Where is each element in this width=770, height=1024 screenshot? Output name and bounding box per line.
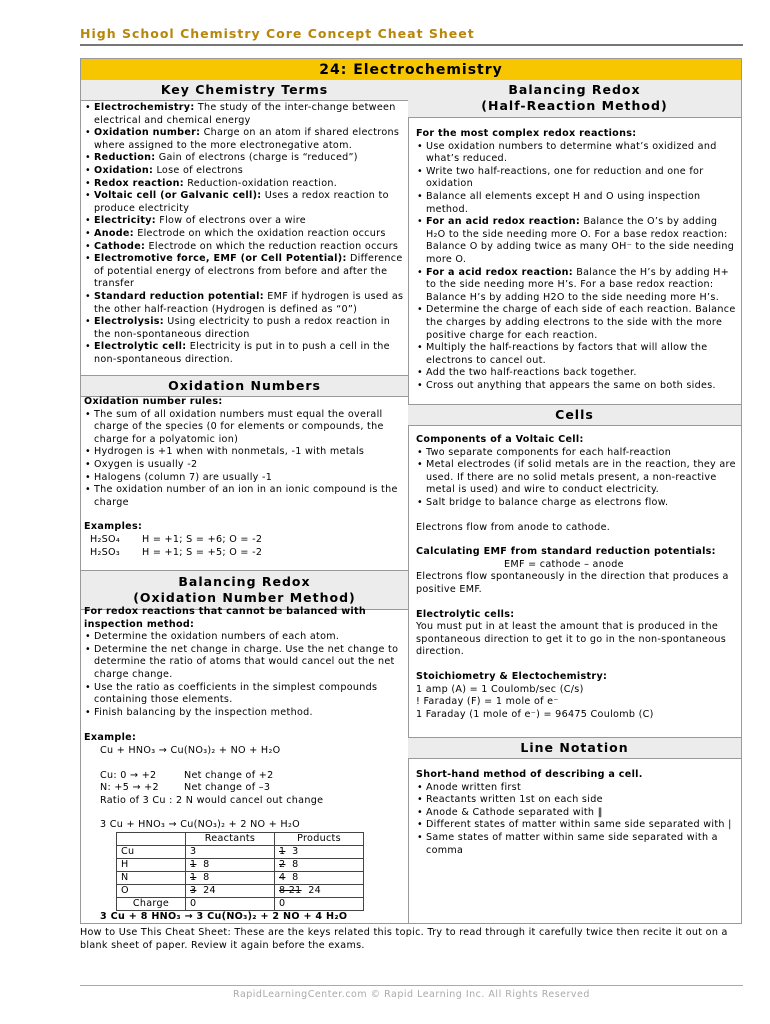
key-term-item: [84, 291, 405, 316]
table-element-cell: H: [117, 858, 186, 871]
half-step-item: [416, 166, 737, 191]
half-step-item: [416, 304, 737, 342]
balancing-half-heading-1: Balancing Redox: [508, 82, 641, 97]
voltaic-list: [416, 447, 737, 510]
oxnum-example-title: Example:: [84, 732, 137, 744]
key-term-label: Oxidation:: [94, 164, 154, 176]
key-term-item: [84, 341, 405, 366]
cell-value: 8: [292, 858, 299, 870]
electrolytic-title: Electrolytic cells:: [416, 608, 515, 620]
half-step-item: [416, 191, 737, 216]
stoich-line: 1 amp (A) = 1 Coulomb/sec (C/s): [416, 683, 584, 695]
cell-value: 8: [203, 858, 210, 870]
voltaic-item: • Metal electrodes (if solid metals are in the reaction, they are used. If there are no solid metals present, a non-reactive metal is used) and wire to conduct electricity.: [416, 459, 737, 497]
left-column: [81, 80, 409, 923]
table-element-cell: Charge: [117, 897, 186, 910]
line-notation-title: Short-hand method of describing a cell.: [416, 769, 643, 780]
stoich-title: Stoichiometry & Electochemistry:: [416, 670, 608, 682]
stoich-line: 1 Faraday (1 mole of e⁻) = 96475 Coulomb (C): [416, 708, 654, 720]
half-step-text: Multiply the half-reactions by factors that will allow the electrons to cancel out.: [426, 342, 708, 366]
oxnum-reaction: Cu + HNO₃ → Cu(NO₃)₂ + NO + H₂O: [100, 744, 281, 756]
page-title: 24: Electrochemistry: [81, 59, 741, 80]
oxnum-n-line: [84, 782, 405, 795]
table-reactant-cell: [186, 884, 275, 897]
key-term-label: Electromotive force, EMF (or Cell Potential):: [94, 253, 347, 265]
key-term-label: Electrolysis:: [94, 316, 164, 328]
table-header-cell: Products: [275, 832, 364, 845]
usage-note: How to Use This Cheat Sheet: These are the keys related this topic. Try to read through it carefully twice then recite it out on a blank sheet of paper. Review it again before the exams.: [80, 927, 728, 951]
ox-example-row: [84, 534, 405, 547]
key-term-item: [84, 178, 405, 191]
half-step-item: [416, 367, 737, 380]
balancing-oxnum-section: [84, 606, 405, 924]
oxnum-reaction2: 3 Cu + HNO₃ → Cu(NO₃)₂ + 2 NO + H₂O: [100, 819, 300, 831]
cell-value: 0: [279, 897, 286, 909]
half-step-text: Write two half-reactions, one for reduction and one for oxidation: [426, 165, 704, 190]
line-notation-section: [416, 769, 737, 857]
oxnum-cu-change: Cu: 0 → +2: [100, 769, 157, 781]
table-reactant-cell: [186, 858, 275, 871]
ox-rule-item: • Oxygen is usually -2: [84, 459, 405, 472]
key-term-definition: Gain of electrons (charge is “reduced”): [155, 152, 358, 164]
header-title: High School Chemistry Core Concept Cheat Sheet: [80, 26, 475, 41]
cell-value: 8: [292, 871, 299, 883]
table-header-cell: [117, 832, 186, 845]
ox-example-values: H = +1; S = +6; O = -2: [142, 533, 263, 545]
oxnum-step-item: • Use the ratio as coefficients in the simplest compounds containing those elements.: [84, 682, 405, 707]
key-term-label: Electrolytic cell:: [94, 341, 187, 353]
table-row: [117, 897, 364, 910]
right-column: [408, 80, 741, 923]
oxnum-cu-line: [84, 770, 405, 783]
emf-title: Calculating EMF from standard reduction potentials:: [416, 546, 716, 558]
half-step-item: [416, 380, 737, 393]
half-step-text: Add the two half-reactions back together.: [426, 367, 637, 379]
key-term-label: Redox reaction:: [94, 177, 184, 189]
table-header-row: [117, 832, 364, 845]
footer-rule: [80, 985, 743, 986]
table-row: [117, 845, 364, 858]
oxnum-step-item: • Determine the net change in charge. Use the net change to determine the ratio of atoms that would cancel out the net charge change.: [84, 644, 405, 682]
key-term-item: [84, 165, 405, 178]
ox-rules-title: Oxidation number rules:: [84, 396, 223, 407]
oxnum-intro: For redox reactions that cannot be balanced with inspection method:: [84, 606, 366, 630]
header-rule: [80, 44, 743, 46]
content-frame: [80, 58, 742, 924]
key-term-label: Standard reduction potential:: [94, 290, 264, 302]
key-term-item: [84, 316, 405, 341]
ox-examples: [84, 534, 405, 559]
table-element-cell: O: [117, 884, 186, 897]
half-step-text: Balance the O’s by adding H₂O to the side needing more O. For a base redox reaction: Balance O by adding twice as many OH⁻ to the side needing more O.: [426, 216, 735, 265]
cells-heading: Cells: [408, 404, 741, 426]
struck-value: 1: [190, 871, 197, 883]
key-term-item: [84, 253, 405, 291]
key-term-definition: Lose of electrons: [153, 164, 244, 176]
key-terms-heading: Key Chemistry Terms: [81, 80, 408, 101]
half-step-text: Cross out anything that appears the same on both sides.: [426, 379, 716, 391]
key-term-label: Oxidation number:: [94, 127, 201, 139]
balancing-half-heading-2: (Half-Reaction Method): [481, 98, 668, 113]
key-term-item: [84, 127, 405, 152]
table-product-cell: [275, 884, 364, 897]
cell-value: 3: [292, 845, 299, 857]
table-product-cell: [275, 858, 364, 871]
oxnum-steps-list: [84, 631, 405, 719]
oxnum-cu-net: Net change of +2: [184, 769, 274, 781]
key-term-definition: Charge on an atom if shared electrons where assigned to the more electronegative atom.: [94, 127, 400, 151]
struck-value: 4: [279, 871, 286, 883]
ox-rule-item: • The oxidation number of an ion in an ionic compound is the charge: [84, 484, 405, 509]
emf-formula: EMF = cathode – anode: [504, 558, 624, 570]
footer-copyright: RapidLearningCenter.com © Rapid Learning Inc. All Rights Reserved: [233, 989, 590, 1000]
table-row: [117, 884, 364, 897]
stoich-line: ! Faraday (F) = 1 mole of e⁻: [416, 696, 559, 708]
struck-value: 2: [279, 858, 286, 870]
key-term-definition: Using electricity to push a redox reaction in the non-spontaneous direction: [94, 316, 391, 340]
key-terms-list: [81, 101, 408, 366]
cell-value: 8: [203, 871, 210, 883]
key-term-definition: Difference of potential energy of electrons from before and after the transfer: [94, 253, 403, 290]
ox-example-values: H = +1; S = +5; O = -2: [142, 546, 263, 558]
key-term-definition: Electricity is put in to push a cell in the non-spontaneous direction.: [94, 341, 390, 365]
half-step-text: Balance all elements except H and O using inspection method.: [426, 190, 701, 215]
half-step-text: Balance the H’s by adding H+ to the side needing more H’s. For a base redox reaction: Balance H’s by adding H2O to the side needing more H’s.: [426, 266, 730, 303]
oxnum-n-net: Net change of –3: [184, 782, 271, 794]
line-notation-item: • Different states of matter within same side separated with |: [416, 819, 737, 832]
table-reactant-cell: [186, 871, 275, 884]
cell-value: 24: [203, 884, 216, 896]
ox-rules-list: [84, 409, 405, 510]
key-term-label: Electrochemistry:: [94, 102, 195, 113]
struck-value: 8 21: [279, 884, 302, 896]
line-notation-item: • Anode written first: [416, 782, 737, 795]
oxidation-numbers-section: [84, 396, 405, 559]
key-term-item: [84, 215, 405, 228]
table-product-cell: [275, 871, 364, 884]
emf-note: Electrons flow spontaneously in the direction that produces a positive EMF.: [416, 571, 729, 595]
key-term-definition: EMF if hydrogen is used as the other half-reaction (Hydrogen is defined as “0”): [94, 290, 404, 315]
half-step-item: [416, 141, 737, 166]
table-row: [117, 871, 364, 884]
cells-section: [416, 434, 737, 721]
key-term-definition: Electrode on which the reduction reaction occurs: [145, 240, 399, 252]
key-term-definition: Flow of electrons over a wire: [155, 215, 306, 227]
half-step-item: [416, 342, 737, 367]
key-term-item: [84, 190, 405, 215]
ox-rule-item: • The sum of all oxidation numbers must equal the overall charge of the species (0 for elements or compounds, the charge for a polyatomic ion): [84, 409, 405, 447]
half-steps-list: [416, 141, 737, 393]
balancing-half-section: [408, 118, 741, 392]
voltaic-item: • Two separate components for each half-reaction: [416, 447, 737, 460]
half-step-item: [416, 267, 737, 305]
key-term-definition: Uses a redox reaction to produce electricity: [94, 190, 389, 214]
electron-flow: Electrons flow from anode to cathode.: [416, 521, 611, 533]
key-term-item: [84, 241, 405, 254]
balancing-oxnum-heading-2: (Oxidation Number Method): [133, 590, 356, 605]
key-term-label: Voltaic cell (or Galvanic cell):: [94, 190, 262, 202]
voltaic-item: • Salt bridge to balance charge as electrons flow.: [416, 497, 737, 510]
oxnum-step-item: • Finish balancing by the inspection method.: [84, 707, 405, 720]
ox-rule-item: • Halogens (column 7) are usually -1: [84, 472, 405, 485]
voltaic-title: Components of a Voltaic Cell:: [416, 434, 584, 445]
table-header-cell: Reactants: [186, 832, 275, 845]
ox-example-formula: H₂SO₃: [90, 546, 121, 558]
table-reactant-cell: [186, 845, 275, 858]
cell-value: 3: [190, 845, 197, 857]
balancing-oxnum-heading-1: Balancing Redox: [178, 574, 311, 589]
line-notation-item: • Same states of matter within same side separated with a comma: [416, 832, 737, 857]
balancing-oxnum-heading: [81, 570, 408, 610]
key-term-item: [84, 228, 405, 241]
key-term-label: Cathode:: [94, 240, 146, 252]
table-row: [117, 858, 364, 871]
key-term-label: Anode:: [94, 227, 134, 239]
half-intro: For the most complex redox reactions:: [416, 128, 637, 139]
oxnum-final: 3 Cu + 8 HNO₃ → 3 Cu(NO₃)₂ + 2 NO + 4 H₂O: [100, 910, 348, 922]
atom-balance-table: [116, 832, 364, 911]
table-reactant-cell: [186, 897, 275, 910]
oxnum-n-change: N: +5 → +2: [100, 782, 159, 794]
half-step-item: [416, 216, 737, 266]
key-term-label: Reduction:: [94, 152, 156, 164]
struck-value: 3: [190, 884, 197, 896]
line-notation-item: • Anode & Cathode separated with ‖: [416, 807, 737, 820]
ox-example-row: [84, 547, 405, 560]
table-element-cell: Cu: [117, 845, 186, 858]
key-term-definition: The study of the inter-change between electrical and chemical energy: [94, 102, 396, 126]
table-element-cell: N: [117, 871, 186, 884]
line-notation-heading: Line Notation: [408, 737, 741, 759]
stoich-list: [416, 684, 737, 722]
struck-value: 1: [279, 845, 286, 857]
ox-examples-title: Examples:: [84, 521, 143, 533]
ox-example-formula: H₂SO₄: [90, 533, 121, 545]
key-term-label: Electricity:: [94, 215, 156, 227]
oxnum-ratio: Ratio of 3 Cu : 2 N would cancel out change: [100, 794, 324, 806]
table-product-cell: [275, 845, 364, 858]
cell-value: 0: [190, 897, 197, 909]
cell-value: 24: [308, 884, 322, 896]
balancing-half-heading: [408, 80, 741, 118]
key-term-item: [84, 102, 405, 127]
oxnum-step-item: • Determine the oxidation numbers of each atom.: [84, 631, 405, 644]
struck-value: 1: [190, 858, 197, 870]
oxidation-numbers-heading: Oxidation Numbers: [81, 375, 408, 397]
key-term-definition: Electrode on which the oxidation reaction occurs: [133, 227, 386, 239]
table-product-cell: [275, 897, 364, 910]
half-step-label: For an acid redox reaction:: [426, 216, 580, 228]
half-step-text: Use oxidation numbers to determine what’s oxidized and what’s reduced.: [426, 140, 717, 165]
line-notation-list: [416, 782, 737, 858]
half-step-text: Determine the charge of each side of each reaction. Balance the charges by adding electrons to the side with the more positive charge for each reaction.: [426, 304, 736, 341]
ox-rule-item: • Hydrogen is +1 when with nonmetals, -1 with metals: [84, 446, 405, 459]
electrolytic-text: You must put in at least the amount that is produced in the spontaneous direction to get it to go in the non-spontaneous direction.: [416, 621, 727, 658]
line-notation-item: • Reactants written 1st on each side: [416, 794, 737, 807]
key-term-definition: Reduction-oxidation reaction.: [183, 177, 338, 189]
half-step-label: For a acid redox reaction:: [426, 266, 573, 278]
key-term-item: [84, 152, 405, 165]
